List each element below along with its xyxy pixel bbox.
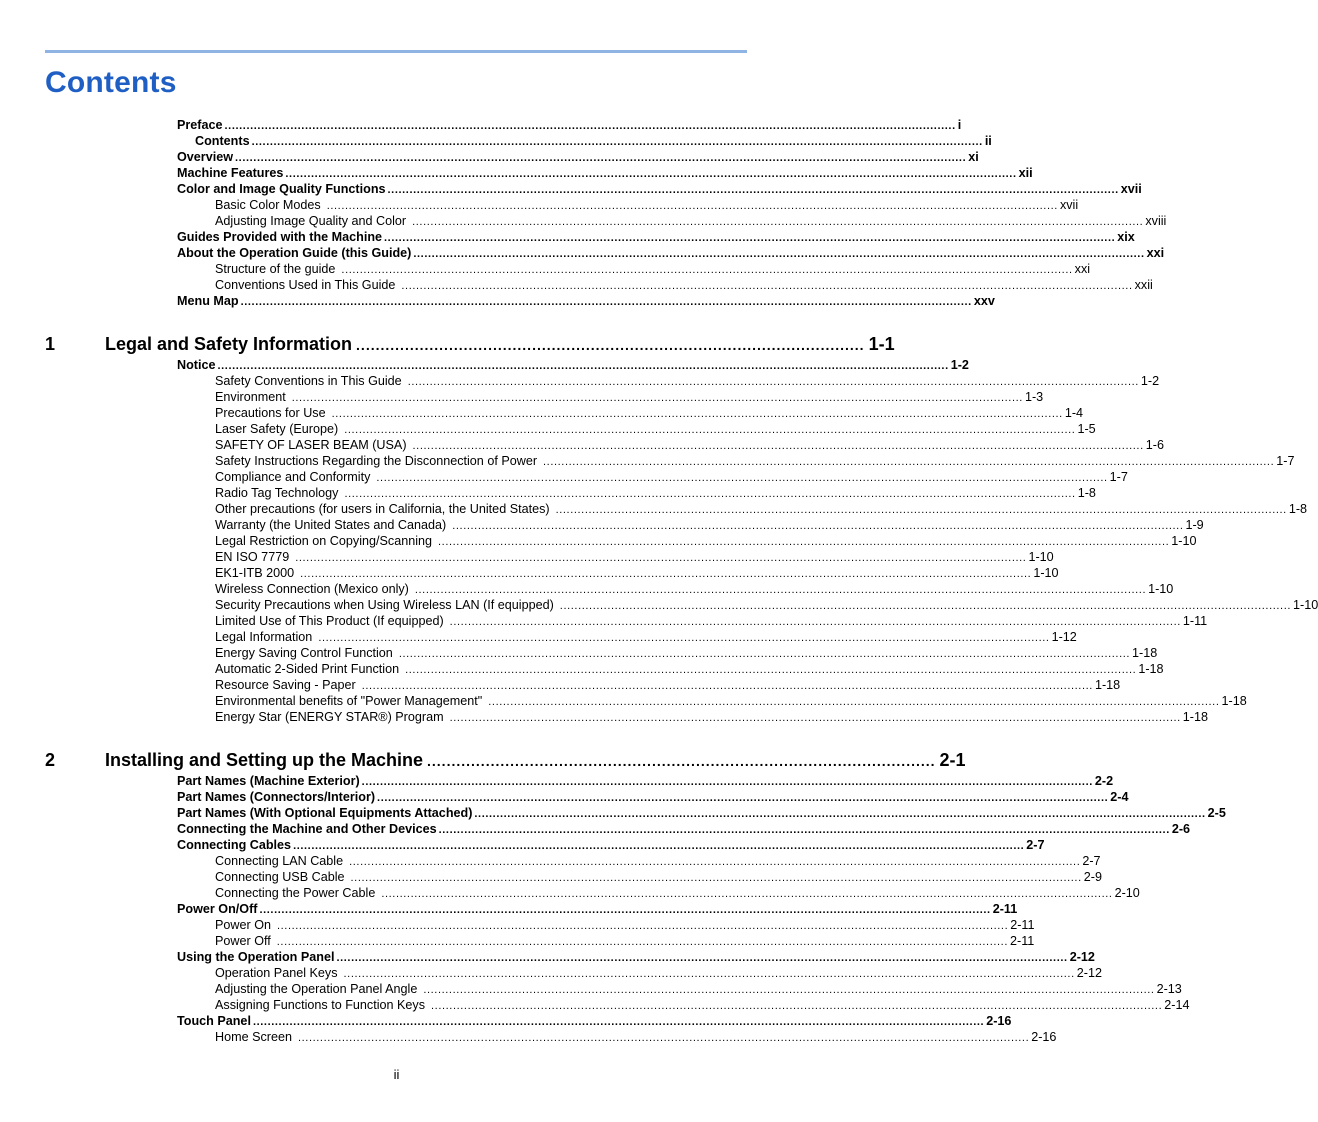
- toc-entry[interactable]: Home Screen ........................................................................................................................................................................................................ 2-16: [215, 1030, 1057, 1044]
- toc-entry[interactable]: Structure of the guide ........................................................................................................................................................................................................ xxi: [215, 262, 1091, 276]
- toc-entry[interactable]: Precautions for Use ........................................................................................................................................................................................................ 1-4: [215, 406, 1084, 420]
- toc-entry[interactable]: Radio Tag Technology ........................................................................................................................................................................................................ 1-8: [215, 486, 1096, 500]
- toc-entry[interactable]: Safety Conventions in This Guide ........................................................................................................................................................................................................ 1-2: [215, 374, 1160, 388]
- toc-entry[interactable]: Contents ........................................................................................................................................................................................................ ii: [195, 134, 992, 148]
- toc-entry[interactable]: Adjusting the Operation Panel Angle ........................................................................................................................................................................................................ 2-13: [215, 982, 1182, 996]
- toc-entry[interactable]: Connecting the Machine and Other Devices ........................................................................................................................................................................................................ 2-6: [177, 822, 1191, 836]
- toc-entry[interactable]: About the Operation Guide (this Guide) ........................................................................................................................................................................................................ xxi: [177, 246, 1165, 260]
- toc-entry[interactable]: SAFETY OF LASER BEAM (USA) ........................................................................................................................................................................................................ 1-6: [215, 438, 1164, 452]
- toc-entry[interactable]: Power On ........................................................................................................................................................................................................ 2-11: [215, 918, 1035, 932]
- toc-entry[interactable]: Overview ........................................................................................................................................................................................................ xi: [177, 150, 979, 164]
- toc-entry[interactable]: Menu Map ........................................................................................................................................................................................................ xxv: [177, 294, 995, 308]
- toc-entry[interactable]: EK1-ITB 2000 ........................................................................................................................................................................................................ 1-10: [215, 566, 1059, 580]
- toc-entry[interactable]: Machine Features ........................................................................................................................................................................................................ xii: [177, 166, 1033, 180]
- toc-entry[interactable]: Legal Restriction on Copying/Scanning ........................................................................................................................................................................................................ 1-10: [215, 534, 1197, 548]
- toc-entry[interactable]: Power On/Off ........................................................................................................................................................................................................ 2-11: [177, 902, 1018, 916]
- toc-entry[interactable]: Color and Image Quality Functions ........................................................................................................................................................................................................ xvii: [177, 182, 1142, 196]
- toc-entry[interactable]: EN ISO 7779 ........................................................................................................................................................................................................ 1-10: [215, 550, 1054, 564]
- toc-entry[interactable]: Basic Color Modes ........................................................................................................................................................................................................ xvii: [215, 198, 1079, 212]
- toc-entry[interactable]: Other precautions (for users in California, the United States) ........................................................................................................................................................................................................ 1-8: [215, 502, 1308, 516]
- toc-entry[interactable]: Automatic 2-Sided Print Function ........................................................................................................................................................................................................ 1-18: [215, 662, 1164, 676]
- page-title: Contents: [45, 66, 177, 99]
- toc-entry[interactable]: Assigning Functions to Function Keys ........................................................................................................................................................................................................ 2-14: [215, 998, 1190, 1012]
- toc-entry[interactable]: Operation Panel Keys ........................................................................................................................................................................................................ 2-12: [215, 966, 1102, 980]
- toc-entry[interactable]: Part Names (Machine Exterior) ........................................................................................................................................................................................................ 2-2: [177, 774, 1114, 788]
- page-number: ii: [393, 1067, 400, 1082]
- toc-entry[interactable]: Resource Saving - Paper ........................................................................................................................................................................................................ 1-18: [215, 678, 1121, 692]
- toc-entry[interactable]: Preface ........................................................................................................................................................................................................ i: [177, 118, 962, 132]
- toc-entry[interactable]: Conventions Used in This Guide ........................................................................................................................................................................................................ xxii: [215, 278, 1153, 292]
- toc-entry[interactable]: Warranty (the United States and Canada) ........................................................................................................................................................................................................ 1-9: [215, 518, 1204, 532]
- toc-entry[interactable]: Wireless Connection (Mexico only) ........................................................................................................................................................................................................ 1-10: [215, 582, 1174, 596]
- toc-entry[interactable]: Security Precautions when Using Wireless LAN (If equipped) ........................................................................................................................................................................................................ 1-10: [215, 598, 1318, 612]
- toc-entry[interactable]: Legal Information ........................................................................................................................................................................................................ 1-12: [215, 630, 1077, 644]
- toc-entry[interactable]: Environmental benefits of "Power Management" ........................................................................................................................................................................................................ 1-18: [215, 694, 1247, 708]
- toc-entry[interactable]: Safety Instructions Regarding the Disconnection of Power ........................................................................................................................................................................................................ 1-7: [215, 454, 1295, 468]
- header-rule: [45, 50, 747, 53]
- toc-entry[interactable]: Guides Provided with the Machine ........................................................................................................................................................................................................ xix: [177, 230, 1135, 244]
- toc-entry[interactable]: Laser Safety (Europe) ........................................................................................................................................................................................................ 1-5: [215, 422, 1096, 436]
- toc-entry[interactable]: Connecting USB Cable ........................................................................................................................................................................................................ 2-9: [215, 870, 1102, 884]
- toc-entry[interactable]: Using the Operation Panel ........................................................................................................................................................................................................ 2-12: [177, 950, 1095, 964]
- toc-entry[interactable]: Connecting LAN Cable ........................................................................................................................................................................................................ 2-7: [215, 854, 1101, 868]
- toc-entry[interactable]: Power Off ........................................................................................................................................................................................................ 2-11: [215, 934, 1035, 948]
- chapter-heading[interactable]: Legal and Safety Information ........................................................................................................ 1-1: [105, 334, 895, 354]
- toc-entry[interactable]: Adjusting Image Quality and Color ........................................................................................................................................................................................................ xviii: [215, 214, 1167, 228]
- toc-entry[interactable]: Touch Panel ........................................................................................................................................................................................................ 2-16: [177, 1014, 1012, 1028]
- toc-entry[interactable]: Notice ........................................................................................................................................................................................................ 1-2: [177, 358, 969, 372]
- toc-entry[interactable]: Connecting the Power Cable ........................................................................................................................................................................................................ 2-10: [215, 886, 1140, 900]
- chapter-heading[interactable]: Installing and Setting up the Machine ........................................................................................................ 2-1: [105, 750, 966, 770]
- toc-entry[interactable]: Energy Star (ENERGY STAR®) Program ........................................................................................................................................................................................................ 1-18: [215, 710, 1209, 724]
- toc-entry[interactable]: Energy Saving Control Function ........................................................................................................................................................................................................ 1-18: [215, 646, 1158, 660]
- chapter-number: 1: [45, 334, 56, 354]
- toc-entry[interactable]: Part Names (Connectors/Interior) ........................................................................................................................................................................................................ 2-4: [177, 790, 1129, 804]
- toc-entry[interactable]: Limited Use of This Product (If equipped) ........................................................................................................................................................................................................ 1-11: [215, 614, 1208, 628]
- toc-entry[interactable]: Connecting Cables ........................................................................................................................................................................................................ 2-7: [177, 838, 1045, 852]
- toc-entry[interactable]: Compliance and Conformity ........................................................................................................................................................................................................ 1-7: [215, 470, 1128, 484]
- toc-entry[interactable]: Part Names (With Optional Equipments Attached) ........................................................................................................................................................................................................ 2-5: [177, 806, 1226, 820]
- chapter-number: 2: [45, 750, 56, 770]
- toc-entry[interactable]: Environment ........................................................................................................................................................................................................ 1-3: [215, 390, 1044, 404]
